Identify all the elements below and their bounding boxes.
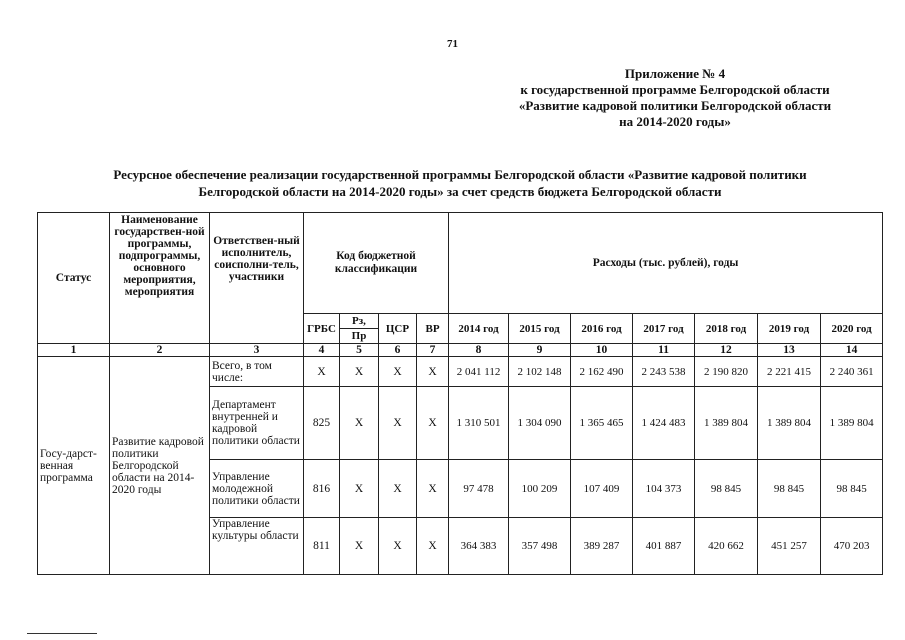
column-number: 9: [509, 344, 571, 357]
value-cell: 2 190 820: [695, 357, 758, 387]
header-status: Статус: [38, 213, 110, 344]
value-cell: 2 162 490: [571, 357, 633, 387]
header-budget-code: Код бюджетной классификации: [304, 213, 449, 314]
value-cell: 401 887: [633, 518, 695, 575]
column-number: 3: [210, 344, 304, 357]
participant-cell: Управление молодежной политики области: [210, 460, 304, 518]
header-year: 2019 год: [758, 314, 821, 344]
grbs-cell: 811: [304, 518, 340, 575]
value-cell: 1 365 465: [571, 387, 633, 460]
value-cell: 389 287: [571, 518, 633, 575]
column-number: 10: [571, 344, 633, 357]
title-line-2: Белгородской области на 2014-2020 годы» за счет средств бюджета Белгородской области: [198, 184, 722, 199]
value-cell: 357 498: [509, 518, 571, 575]
footnote-divider: [27, 633, 97, 634]
value-cell: 1 389 804: [695, 387, 758, 460]
value-cell: 2 221 415: [758, 357, 821, 387]
value-cell: 2 041 112: [449, 357, 509, 387]
value-cell: 1 389 804: [758, 387, 821, 460]
csr-cell: Х: [379, 357, 417, 387]
value-cell: 2 243 538: [633, 357, 695, 387]
column-number: 11: [633, 344, 695, 357]
value-cell: 1 424 483: [633, 387, 695, 460]
value-cell: 98 845: [758, 460, 821, 518]
value-cell: 107 409: [571, 460, 633, 518]
rzpr-cell: Х: [340, 357, 379, 387]
header-year: 2020 год: [821, 314, 883, 344]
vr-cell: Х: [417, 357, 449, 387]
document-title: [20, 166, 900, 200]
value-cell: 97 478: [449, 460, 509, 518]
participant-cell: Департамент внутренней и кадровой политики области: [210, 387, 304, 460]
csr-cell: Х: [379, 518, 417, 575]
appendix-line-3: «Развитие кадровой политики Белгородской области: [518, 98, 832, 113]
value-cell: 104 373: [633, 460, 695, 518]
value-cell: 470 203: [821, 518, 883, 575]
value-cell: 100 209: [509, 460, 571, 518]
participant-cell: Управление культуры области: [210, 518, 304, 575]
header-program-name: Наименование государствен-ной программы, подпрограммы, основного мероприятия, мероприятия: [110, 213, 210, 344]
status-cell: Госу-дарст-венная программа: [38, 357, 110, 575]
vr-cell: Х: [417, 387, 449, 460]
column-number: 5: [340, 344, 379, 357]
program-name-cell: Развитие кадровой политики Белгородской области на 2014-2020 годы: [110, 357, 210, 575]
column-number: 2: [110, 344, 210, 357]
vr-cell: Х: [417, 460, 449, 518]
table-row: [38, 357, 883, 387]
column-number: 8: [449, 344, 509, 357]
csr-cell: Х: [379, 460, 417, 518]
title-line-1: Ресурсное обеспечение реализации государственной программы Белгородской области «Развитие кадровой политики: [113, 167, 807, 182]
appendix-line-2: к государственной программе Белгородской области: [520, 82, 830, 97]
value-cell: 1 304 090: [509, 387, 571, 460]
appendix-header: [475, 66, 875, 130]
appendix-line-1: Приложение № 4: [624, 66, 726, 81]
value-cell: 2 240 361: [821, 357, 883, 387]
value-cell: 1 389 804: [821, 387, 883, 460]
header-year: 2014 год: [449, 314, 509, 344]
header-responsible: Ответствен-ный исполнитель, соисполни-тель, участники: [210, 213, 304, 344]
rzpr-cell: Х: [340, 518, 379, 575]
rzpr-cell: Х: [340, 387, 379, 460]
column-number: 12: [695, 344, 758, 357]
column-number: 7: [417, 344, 449, 357]
column-number: 1: [38, 344, 110, 357]
appendix-line-4: на 2014-2020 годы»: [619, 114, 731, 129]
header-rz: Рз,: [352, 315, 366, 327]
header-expenses: Расходы (тыс. рублей), годы: [449, 213, 883, 314]
header-pr: Пр: [340, 328, 378, 343]
participant-cell: Всего, в том числе:: [210, 357, 304, 387]
value-cell: 98 845: [821, 460, 883, 518]
header-rz-pr: [340, 314, 379, 344]
grbs-cell: Х: [304, 357, 340, 387]
column-number: 13: [758, 344, 821, 357]
column-number: 6: [379, 344, 417, 357]
grbs-cell: 825: [304, 387, 340, 460]
header-year: 2015 год: [509, 314, 571, 344]
header-year: 2017 год: [633, 314, 695, 344]
page-number: 71: [447, 38, 458, 50]
value-cell: 98 845: [695, 460, 758, 518]
header-vr: ВР: [417, 314, 449, 344]
value-cell: 2 102 148: [509, 357, 571, 387]
rzpr-cell: Х: [340, 460, 379, 518]
value-cell: 420 662: [695, 518, 758, 575]
header-csr: ЦСР: [379, 314, 417, 344]
value-cell: 1 310 501: [449, 387, 509, 460]
value-cell: 364 383: [449, 518, 509, 575]
value-cell: 451 257: [758, 518, 821, 575]
grbs-cell: 816: [304, 460, 340, 518]
header-year: 2018 год: [695, 314, 758, 344]
header-year: 2016 год: [571, 314, 633, 344]
vr-cell: Х: [417, 518, 449, 575]
column-number: 14: [821, 344, 883, 357]
column-number: 4: [304, 344, 340, 357]
resource-table: [37, 212, 883, 575]
csr-cell: Х: [379, 387, 417, 460]
header-grbs: ГРБС: [304, 314, 340, 344]
